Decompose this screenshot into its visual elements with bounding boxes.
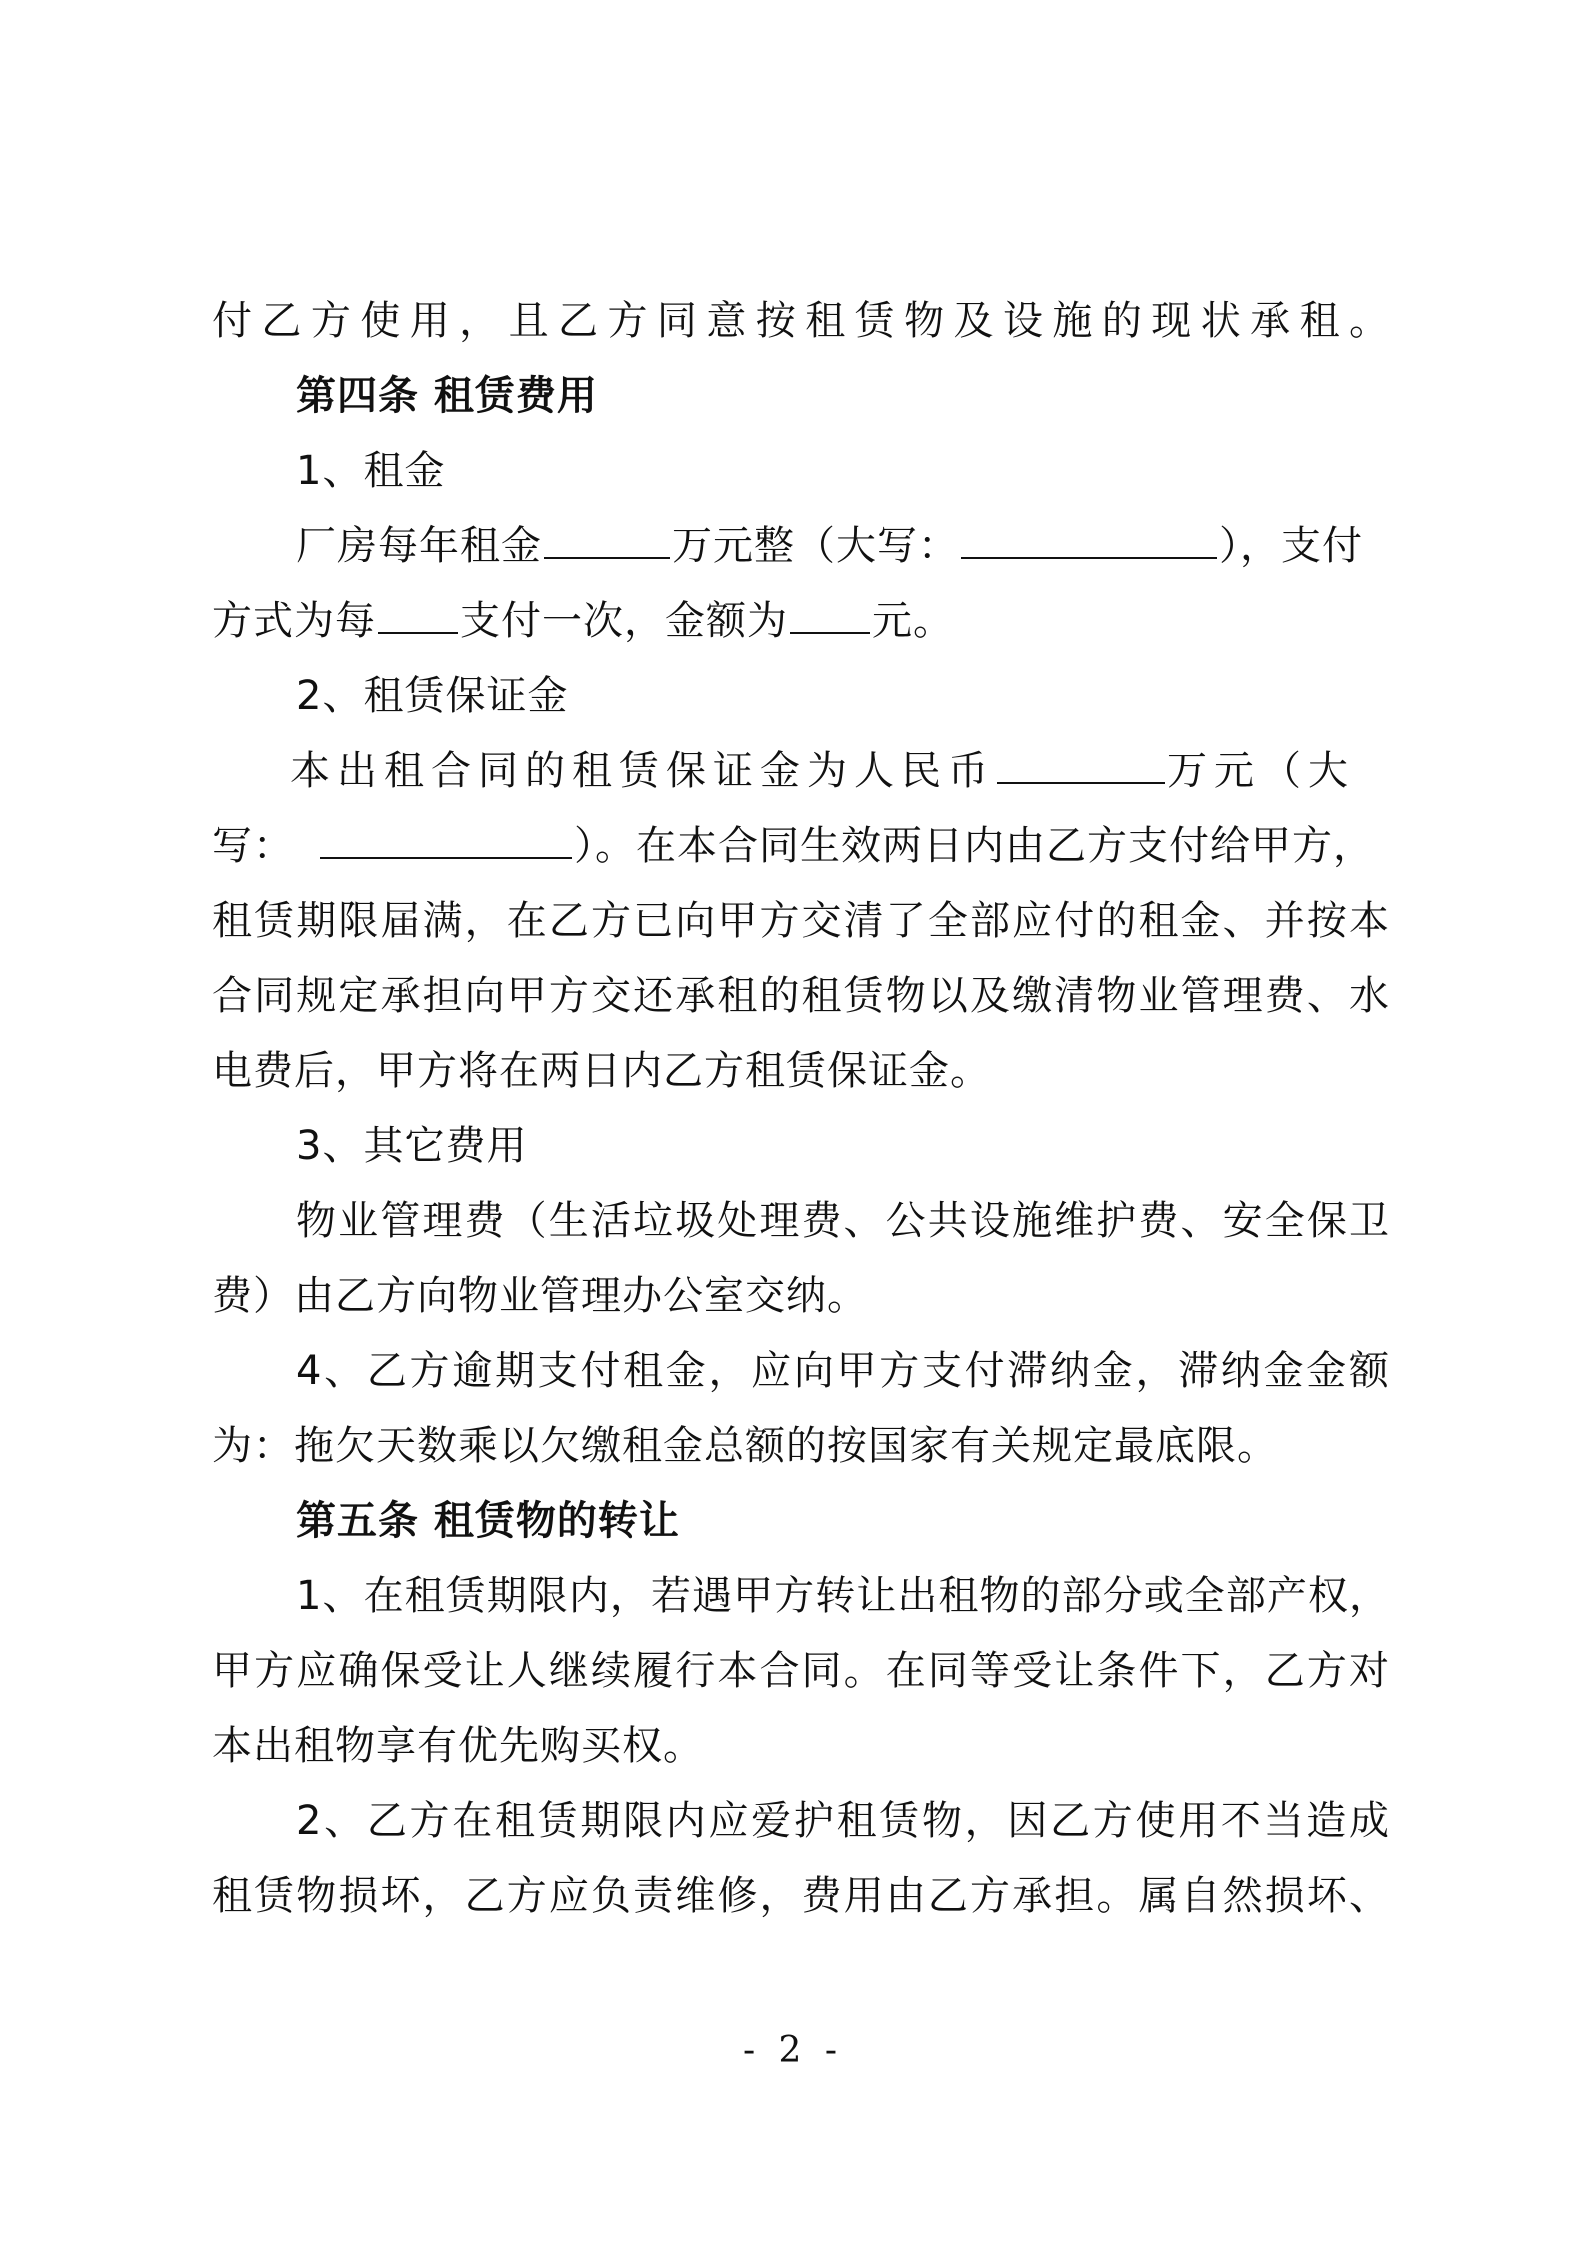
article-5-heading: 第五条 租赁物的转让 bbox=[296, 1498, 680, 1544]
blank-field-annual-rent bbox=[544, 521, 670, 559]
article-4-heading: 第四条 租赁费用 bbox=[296, 373, 598, 419]
deposit-subtitle: 2、租赁保证金 bbox=[296, 673, 569, 719]
blank-field-amount-words bbox=[961, 521, 1217, 559]
paragraph-line: 本出租物享有优先购买权。 bbox=[212, 1723, 704, 1769]
blank-field-deposit-words bbox=[320, 821, 572, 859]
text-segment: ），支付 bbox=[1219, 523, 1363, 569]
paragraph-line: 为：拖欠天数乘以欠缴租金总额的按国家有关规定最底限。 bbox=[212, 1423, 1278, 1469]
paragraph-line: 租赁物损坏，乙方应负责维修，费用由乙方承担。属自然损坏、 bbox=[212, 1873, 1390, 1919]
text-segment: 万元整（大写： bbox=[672, 523, 959, 569]
text-segment: 元。 bbox=[872, 598, 954, 644]
paragraph-line: 费）由乙方向物业管理办公室交纳。 bbox=[212, 1273, 868, 1319]
text-segment: 写： bbox=[212, 823, 294, 869]
text-segment: ）。在本合同生效两日内由乙方支付给甲方， bbox=[574, 823, 1374, 869]
page-number: - 2 - bbox=[742, 2030, 844, 2071]
paragraph-line: 4、乙方逾期支付租金，应向甲方支付滞纳金，滞纳金金额 bbox=[296, 1348, 1390, 1394]
rent-line-1 bbox=[296, 520, 1390, 572]
blank-field-amount bbox=[790, 596, 870, 634]
rent-line-2 bbox=[212, 595, 1390, 647]
paragraph-line: 物业管理费（生活垃圾处理费、公共设施维护费、安全保卫 bbox=[296, 1198, 1390, 1244]
text-segment: 万元（大 bbox=[1167, 748, 1355, 794]
blank-field-deposit-amount bbox=[997, 746, 1165, 784]
deposit-line-1 bbox=[290, 745, 1390, 797]
deposit-line-2 bbox=[212, 820, 1390, 872]
text-segment: 方式为每 bbox=[212, 598, 376, 644]
paragraph-line: 电费后，甲方将在两日内乙方租赁保证金。 bbox=[212, 1048, 991, 1094]
other-fees-subtitle: 3、其它费用 bbox=[296, 1123, 528, 1169]
text-segment: 厂房每年租金 bbox=[296, 523, 542, 569]
paragraph-line: 租赁期限届满，在乙方已向甲方交清了全部应付的租金、并按本 bbox=[212, 898, 1390, 944]
paragraph-line: 付乙方使用，且乙方同意按租赁物及设施的现状承租。 bbox=[212, 298, 1390, 344]
rent-subtitle: 1、租金 bbox=[296, 448, 446, 494]
text-segment: 本出租合同的租赁保证金为人民币 bbox=[290, 748, 995, 794]
paragraph-line: 2、乙方在租赁期限内应爱护租赁物，因乙方使用不当造成 bbox=[296, 1798, 1390, 1844]
blank-field-period bbox=[378, 596, 458, 634]
paragraph-line: 合同规定承担向甲方交还承租的租赁物以及缴清物业管理费、水 bbox=[212, 973, 1390, 1019]
paragraph-line: 甲方应确保受让人继续履行本合同。在同等受让条件下，乙方对 bbox=[212, 1648, 1390, 1694]
paragraph-line: 1、在租赁期限内，若遇甲方转让出租物的部分或全部产权， bbox=[296, 1573, 1390, 1619]
text-segment: 支付一次，金额为 bbox=[460, 598, 788, 644]
